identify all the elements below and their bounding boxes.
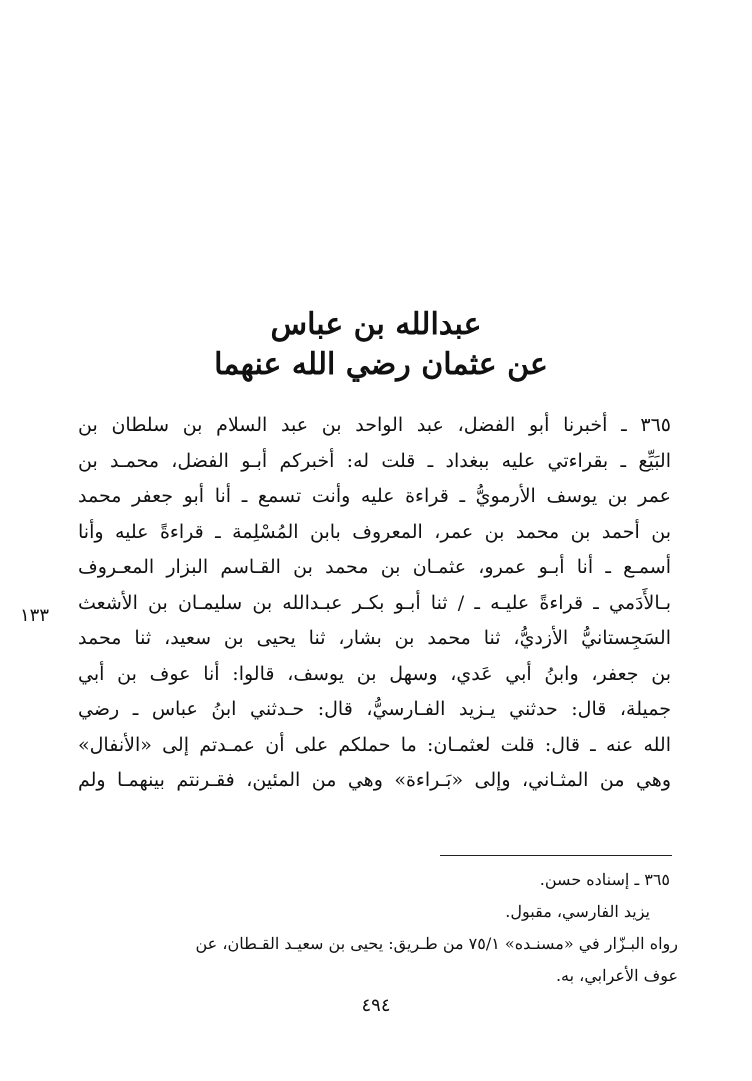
text-line: عمر بن يوسف الأرمويُّ ـ قراءة عليه وأنت تسمع ـ أنا أبو جعفر محمد — [78, 485, 671, 507]
text-line: بن أحمد بن محمد بن عمر، المعروف بابن المُسْلِمة ـ قراءةً عليه وأنا — [78, 520, 671, 543]
text-line: الله عنه ـ قال: قلت لعثمـان: ما حملكم على أن عمـدتم إلى «الأنفال» — [78, 733, 671, 756]
text-line: وهي من المثـاني، وإلى «بَـراءة» وهي من المئين، فقـرنتم بينهمـا ولم — [78, 769, 671, 791]
footnotes — [78, 864, 678, 992]
text-line: السَجِستانيُّ الأزديُّ، ثنا محمد بن بشار، ثنا يحيى بن سعيد، ثنا محمد — [78, 627, 671, 649]
chapter-title: عبدالله بن عباس — [270, 307, 482, 342]
text-line: جميلة، قال: حدثني يـزيد الفـارسيُّ، قال: حـدثني ابنُ عباس ـ رضي — [78, 698, 671, 720]
footnote-line: رواه البـزّار في «مسنـده» ٧٥/١ من طـريق: يحيى بن سعيـد القـطان، عن — [195, 934, 678, 953]
footnote-divider — [440, 855, 672, 856]
text-line: البَيِّع ـ بقراءتي عليه ببغداد ـ قلت له: أخبركم أبـو الفضل، محمـد بن — [78, 449, 671, 472]
text-line: بن جعفر، وابنُ أبي عَدي، وسهل بن يوسف، قالوا: أنا عوف بن أبي — [78, 662, 671, 685]
footnote-line: ٣٦٥ ـ إسناده حسن. — [539, 870, 670, 889]
hadith-text — [78, 408, 671, 799]
page-number: ٤٩٤ — [361, 995, 391, 1016]
chapter-subtitle: عن عثمان رضي الله عنهما — [214, 347, 548, 382]
manuscript-folio-number: ١٣٣ — [20, 605, 50, 626]
footnote-line: يزيد الفارسي، مقبول. — [505, 902, 650, 921]
text-line: ٣٦٥ ـ أخبرنا أبو الفضل، عبد الواحد بن عبد السلام بن سلطان بن — [78, 414, 671, 436]
text-line: أسمـع ـ أنا أبـو عمرو، عثمـان بن محمد بن القـاسم البزار المعـروف — [78, 556, 671, 578]
text-line: بـالأَدَمي ـ قراءةً عليـه ـ / ثنا أبـو بكـر عبـدالله بن سليمـان بن الأشعث — [78, 591, 671, 614]
footnote-line: عوف الأعرابي، به. — [555, 966, 678, 985]
